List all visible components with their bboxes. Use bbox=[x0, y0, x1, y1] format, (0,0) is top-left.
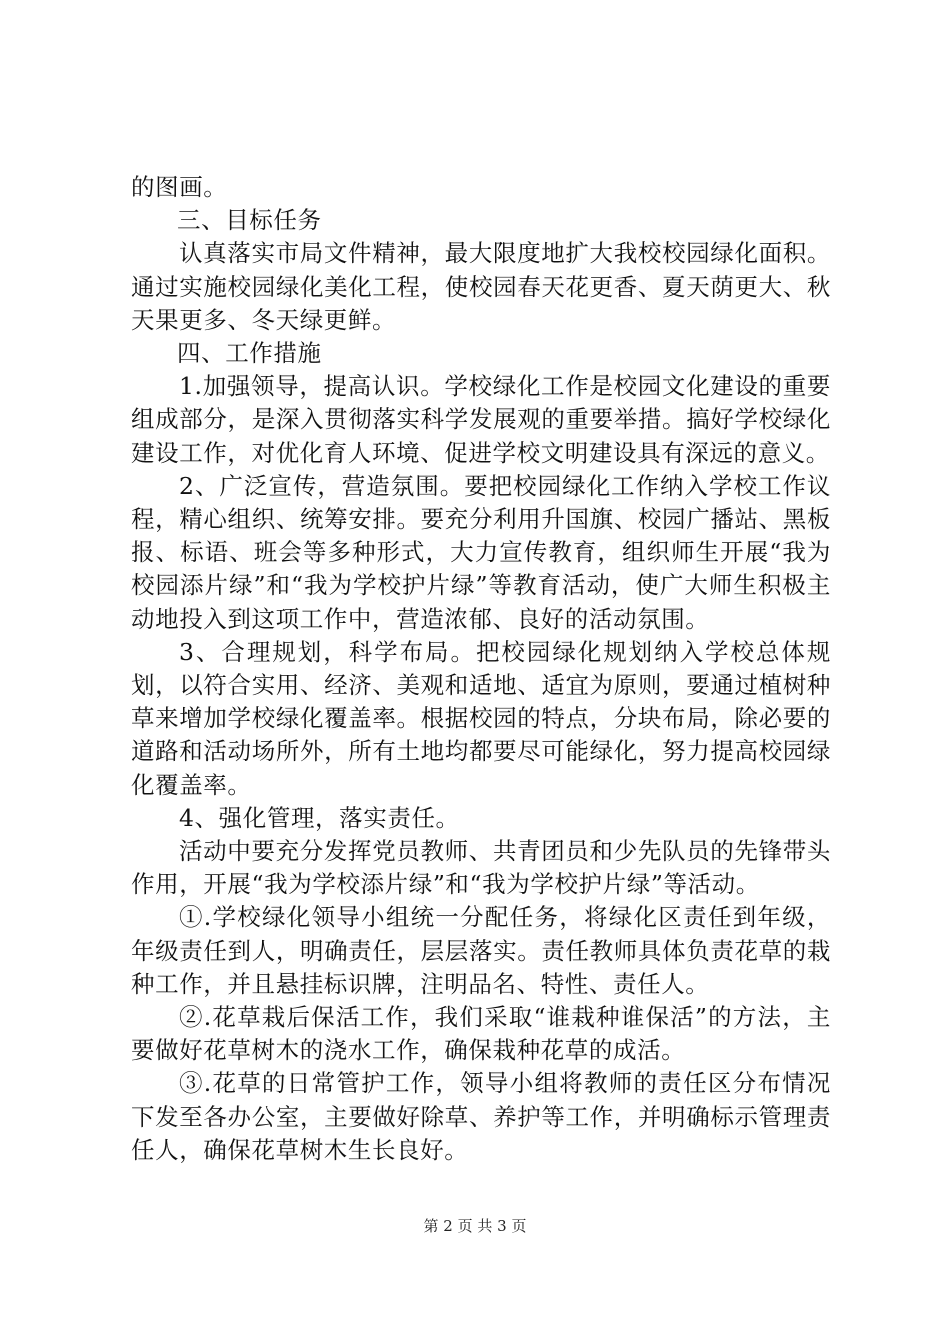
paragraph-continuation: 的图画。 bbox=[131, 173, 228, 201]
paragraph-measure-2: 2、广泛宣传，营造氛围。要把校园绿化工作纳入学校工作议程，精心组织、统筹安排。要充分利用升国旗、校园广播站、黑板报、标语、班会等多种形式，大力宣传教育，组织师生开展“我为校园添片绿”和“我为学校护片绿”等教育活动，使广大师生积极主动地投入到这项工作中，营造浓郁、良好的活动氛围。 bbox=[131, 471, 831, 633]
paragraph-item-3: ③.花草的日常管护工作，领导小组将教师的责任区分布情况下发至各办公室，主要做好除草、养护等工作，并明确标示管理责任人，确保花草树木生长良好。 bbox=[131, 1069, 831, 1164]
page-number-footer: 第 2 页 共 3 页 bbox=[423, 1217, 527, 1235]
paragraph-goals: 认真落实市局文件精神，最大限度地扩大我校校园绿化面积。通过实施校园绿化美化工程，使校园春天花更香、夏天荫更大、秋天果更多、冬天绿更鲜。 bbox=[131, 239, 831, 334]
paragraph-measure-4: 4、强化管理，落实责任。 bbox=[179, 803, 460, 832]
section-heading-measures: 四、工作措施 bbox=[177, 339, 322, 368]
document-body bbox=[131, 171, 831, 1167]
paragraph-measure-1: 1.加强领导，提高认识。学校绿化工作是校园文化建设的重要组成部分，是深入贯彻落实科学发展观的重要举措。搞好学校绿化建设工作，对优化育人环境、促进学校文明建设具有深远的意义。 bbox=[131, 372, 831, 467]
paragraph-item-2: ②.花草栽后保活工作，我们采取“谁栽种谁保活”的方法，主要做好花草树木的浇水工作，确保栽种花草的成活。 bbox=[131, 1003, 831, 1065]
section-heading-goals: 三、目标任务 bbox=[177, 206, 322, 235]
paragraph-item-1: ①.学校绿化领导小组统一分配任务，将绿化区责任到年级，年级责任到人，明确责任，层层落实。责任教师具体负责花草的栽种工作，并且悬挂标识牌，注明品名、特性、责任人。 bbox=[131, 903, 831, 998]
paragraph-measure-3: 3、合理规划，科学布局。把校园绿化规划纳入学校总体规划，以符合实用、经济、美观和适地、适宜为原则，要通过植树种草来增加学校绿化覆盖率。根据校园的特点，分块布局，除必要的道路和活动场所外，所有土地均都要尽可能绿化，努力提高校园绿化覆盖率。 bbox=[131, 637, 831, 799]
paragraph-activities: 活动中要充分发挥党员教师、共青团员和少先队员的先锋带头作用，开展“我为学校添片绿”和“我为学校护片绿”等活动。 bbox=[131, 837, 831, 899]
